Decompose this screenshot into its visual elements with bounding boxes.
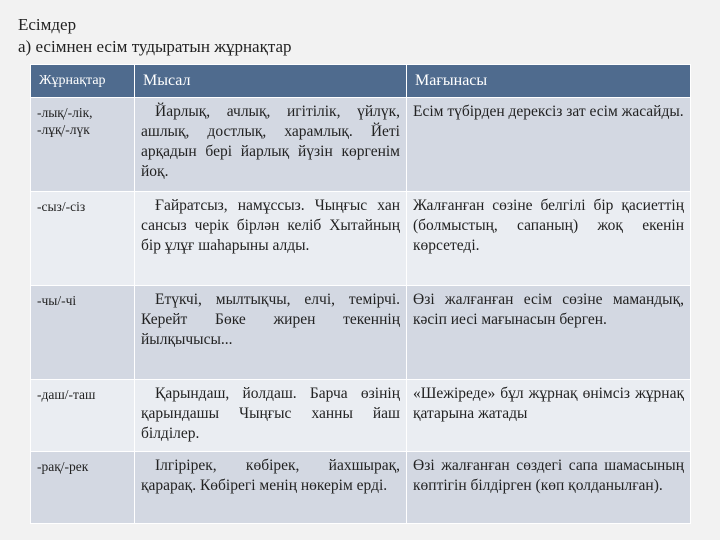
example-cell: Йарлық, ачлық, игітілік, үйлүк, ашлық, достлық, харамлық. Йеті арқадын бері йарлық йүзін көргенім йоқ. [135, 98, 407, 192]
suffix-cell: -сыз/-сіз [31, 192, 135, 286]
suffix-cell: -лық/-лік, -лұқ/-лүк [31, 98, 135, 192]
suffix-cell: -рақ/-рек [31, 452, 135, 524]
table-row [31, 380, 691, 452]
slide-heading [18, 14, 292, 58]
table-row [31, 98, 691, 192]
column-header-meaning: Мағынасы [407, 65, 691, 98]
column-header-suffixes: Жұрнақтар [31, 65, 135, 98]
meaning-cell: «Шежіреде» бұл жұрнақ өнімсіз жұрнақ қатарына жатады [407, 380, 691, 452]
table-row [31, 286, 691, 380]
suffix-cell: -даш/-таш [31, 380, 135, 452]
meaning-cell: Есім түбірден дерексіз зат есім жасайды. [407, 98, 691, 192]
suffix-cell: -чы/-чі [31, 286, 135, 380]
example-cell: Ілгірірек, көбірек, йахшырақ, қарарақ. Көбірегі менің нөкерім ерді. [135, 452, 407, 524]
slide-subtitle: а) есімнен есім тудыратын жұрнақтар [18, 37, 292, 56]
meaning-cell: Өзі жалғанған сөздегі сапа шамасының көптігін білдірген (көп қолданылған). [407, 452, 691, 524]
slide-title: Есімдер [18, 15, 77, 34]
suffix-table [30, 64, 691, 524]
table-row [31, 452, 691, 524]
meaning-cell: Өзі жалғанған есім сөзіне мамандық, кәсіп иесі мағынасын берген. [407, 286, 691, 380]
table-header-row [31, 65, 691, 98]
example-cell: Қарындаш, йолдаш. Барча өзінің қарындашы Чыңғыс ханны йаш білділер. [135, 380, 407, 452]
meaning-cell: Жалғанған сөзіне белгілі бір қасиеттің (болмыстың, сапаның) жоқ екенін көрсетеді. [407, 192, 691, 286]
column-header-example: Мысал [135, 65, 407, 98]
example-cell: Етүкчі, мылтықчы, елчі, темірчі. Керейт Бөке жирен текеннің йылқычысы... [135, 286, 407, 380]
example-cell: Ғайратсыз, намұссыз. Чыңғыс хан сансыз черік бірлән келіб Хытайның бір ұлұғ шаһарыны алды. [135, 192, 407, 286]
table-row [31, 192, 691, 286]
